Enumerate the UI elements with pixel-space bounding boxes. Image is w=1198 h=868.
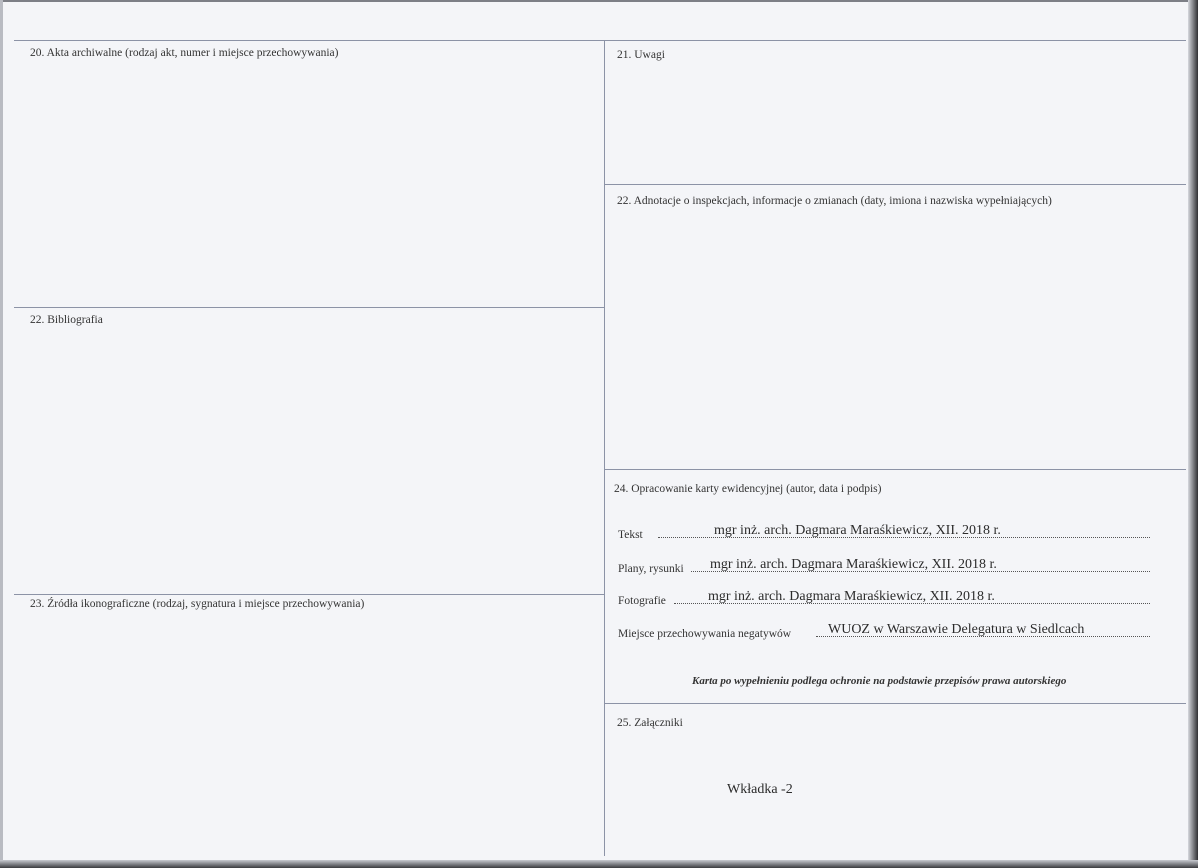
sheet-right-edge (1188, 0, 1198, 868)
row-fotografie-label: Fotografie (618, 595, 666, 607)
section-zalaczniki-title: 25. Załączniki (617, 717, 683, 729)
row-negatywy-label: Miejsce przechowywania negatywów (618, 628, 792, 640)
top-rule (14, 40, 1186, 41)
sheet-left-edge (0, 0, 3, 868)
row-plany (618, 556, 1150, 576)
section-bibliografia-title: 22. Bibliografia (30, 314, 103, 326)
rule-opracowanie (604, 469, 1186, 470)
row-plany-label: Plany, rysunki (618, 563, 684, 575)
row-tekst-value: mgr inż. arch. Dagmara Maraśkiewicz, XII. 2018 r. (714, 523, 1001, 538)
row-tekst (618, 522, 1150, 542)
rule-zrodla (14, 594, 604, 595)
rule-adnotacje (604, 184, 1186, 185)
row-plany-value: mgr inż. arch. Dagmara Maraśkiewicz, XII. 2018 r. (710, 557, 997, 572)
row-negatywy-value: WUOZ w Warszawie Delegatura w Siedlcach (828, 622, 1085, 637)
row-tekst-label: Tekst (618, 529, 643, 541)
section-opracowanie-title: 24. Opracowanie karty ewidencyjnej (autor, data i podpis) (614, 483, 882, 495)
row-fotografie-value: mgr inż. arch. Dagmara Maraśkiewicz, XII. 2018 r. (708, 589, 995, 604)
copyright-notice: Karta po wypełnieniu podlega ochronie na podstawie przepisów prawa autorskiego (692, 675, 1067, 687)
rule-zalaczniki (604, 703, 1186, 704)
sheet-bottom-edge (0, 860, 1198, 868)
attachment-entry: Wkładka -2 (727, 782, 793, 797)
row-negatywy (618, 621, 1150, 641)
rule-bibliografia (14, 307, 604, 308)
center-divider (604, 40, 605, 856)
sheet-top-edge (0, 0, 1198, 2)
section-zrodla-title: 23. Źródła ikonograficzne (rodzaj, sygnatura i miejsce przechowywania) (30, 598, 365, 610)
section-uwagi-title: 21. Uwagi (617, 49, 665, 61)
row-fotografie (618, 588, 1150, 608)
section-adnotacje-title: 22. Adnotacje o inspekcjach, informacje o zmianach (daty, imiona i nazwiska wypełniających) (617, 195, 1052, 207)
section-akta-title: 20. Akta archiwalne (rodzaj akt, numer i miejsce przechowywania) (30, 47, 339, 59)
